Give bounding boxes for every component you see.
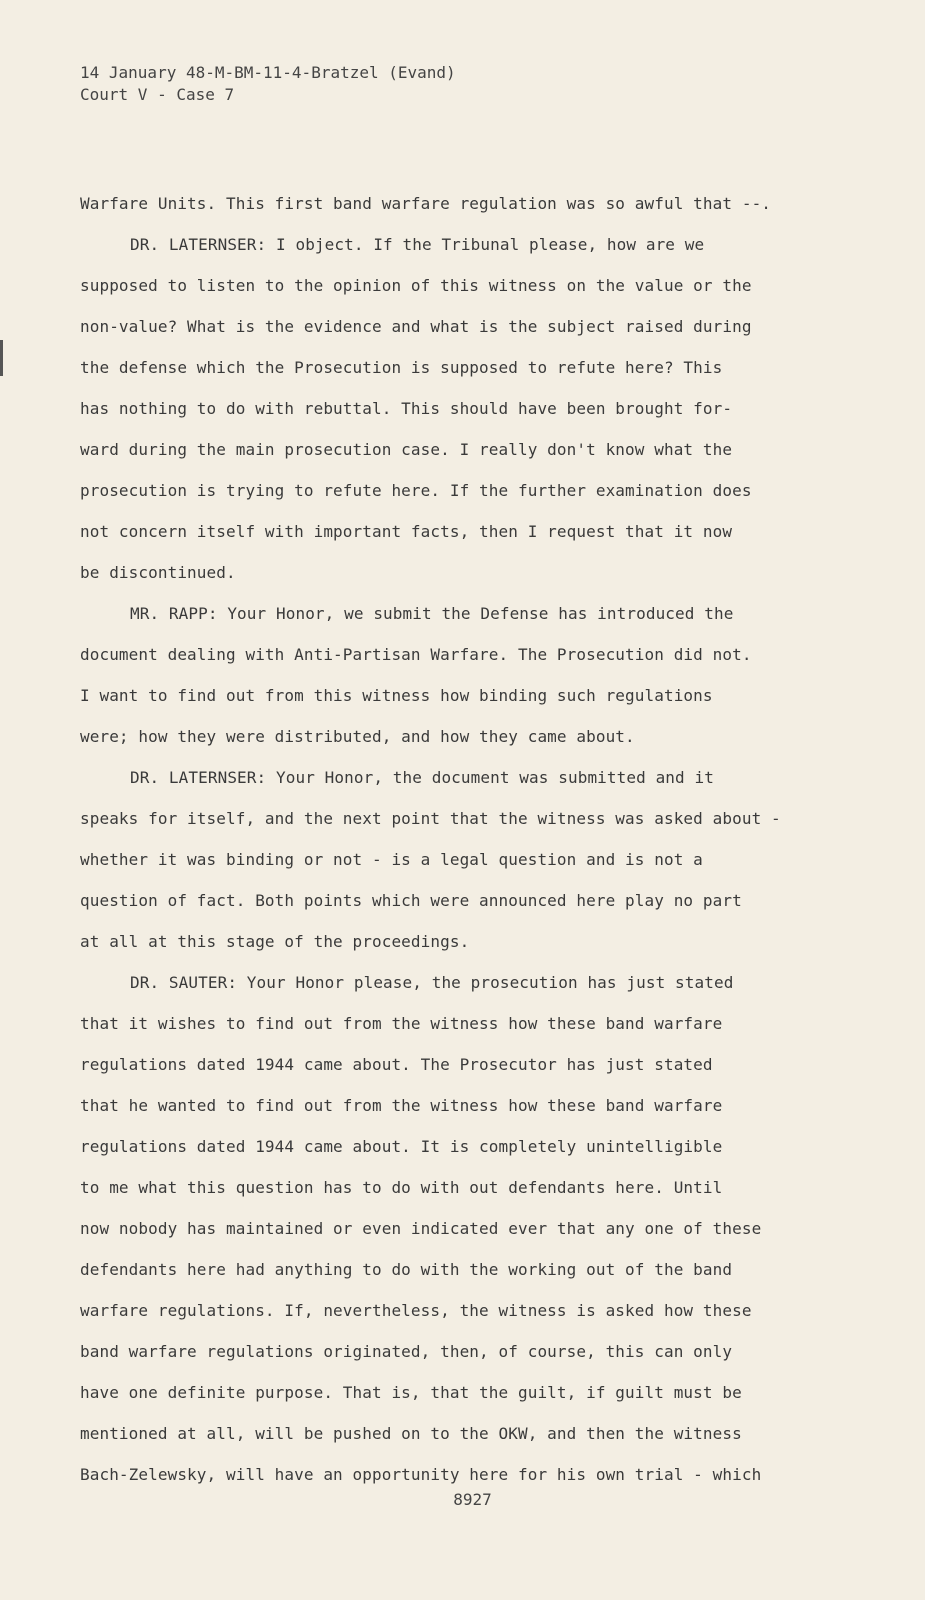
transcript-line: prosecution is trying to refute here. If the further examination does (80, 481, 752, 500)
transcript-line: Bach-Zelewsky, will have an opportunity here for his own trial - which (80, 1465, 762, 1484)
transcript-line: warfare regulations. If, nevertheless, the witness is asked how these (80, 1301, 752, 1320)
transcript-line: MR. RAPP: Your Honor, we submit the Defense has introduced the (130, 604, 734, 623)
transcript-line: document dealing with Anti-Partisan Warfare. The Prosecution did not. (80, 645, 752, 664)
transcript-line: question of fact. Both points which were announced here play no part (80, 891, 742, 910)
transcript-line: I want to find out from this witness how binding such regulations (80, 686, 713, 705)
document-header (80, 62, 456, 106)
page-number: 8927 (453, 1490, 492, 1509)
transcript-line: mentioned at all, will be pushed on to the OKW, and then the witness (80, 1424, 742, 1443)
transcript-line: whether it was binding or not - is a legal question and is not a (80, 850, 703, 869)
header-line-1: 14 January 48-M-BM-11-4-Bratzel (Evand) (80, 63, 456, 82)
transcript-line: band warfare regulations originated, then, of course, this can only (80, 1342, 733, 1361)
transcript-line: DR. SAUTER: Your Honor please, the prosecution has just stated (130, 973, 734, 992)
transcript-line: now nobody has maintained or even indicated ever that any one of these (80, 1219, 762, 1238)
transcript-line: supposed to listen to the opinion of this witness on the value or the (80, 276, 752, 295)
transcript-line: non-value? What is the evidence and what is the subject raised during (80, 317, 752, 336)
transcript-line: regulations dated 1944 came about. It is completely unintelligible (80, 1137, 723, 1156)
transcript-line: the defense which the Prosecution is supposed to refute here? This (80, 358, 723, 377)
transcript-line: defendants here had anything to do with the working out of the band (80, 1260, 733, 1279)
header-line-2: Court V - Case 7 (80, 85, 235, 104)
margin-mark (0, 340, 3, 376)
transcript-line: has nothing to do with rebuttal. This should have been brought for- (80, 399, 733, 418)
transcript-line: at all at this stage of the proceedings. (80, 932, 470, 951)
transcript-line: DR. LATERNSER: I object. If the Tribunal please, how are we (130, 235, 705, 254)
transcript-line: be discontinued. (80, 563, 236, 582)
transcript-line: were; how they were distributed, and how they came about. (80, 727, 635, 746)
transcript-line: that he wanted to find out from the witness how these band warfare (80, 1096, 723, 1115)
transcript-line: regulations dated 1944 came about. The Prosecutor has just stated (80, 1055, 713, 1074)
transcript-line: have one definite purpose. That is, that the guilt, if guilt must be (80, 1383, 742, 1402)
transcript-line: Warfare Units. This first band warfare regulation was so awful that --. (80, 194, 772, 213)
transcript-line: that it wishes to find out from the witness how these band warfare (80, 1014, 723, 1033)
transcript-line: not concern itself with important facts, then I request that it now (80, 522, 733, 541)
transcript-line: to me what this question has to do with out defendants here. Until (80, 1178, 723, 1197)
transcript-body (80, 183, 820, 1495)
transcript-line: speaks for itself, and the next point that the witness was asked about - (80, 809, 781, 828)
transcript-line: ward during the main prosecution case. I really don't know what the (80, 440, 733, 459)
transcript-line: DR. LATERNSER: Your Honor, the document was submitted and it (130, 768, 714, 787)
